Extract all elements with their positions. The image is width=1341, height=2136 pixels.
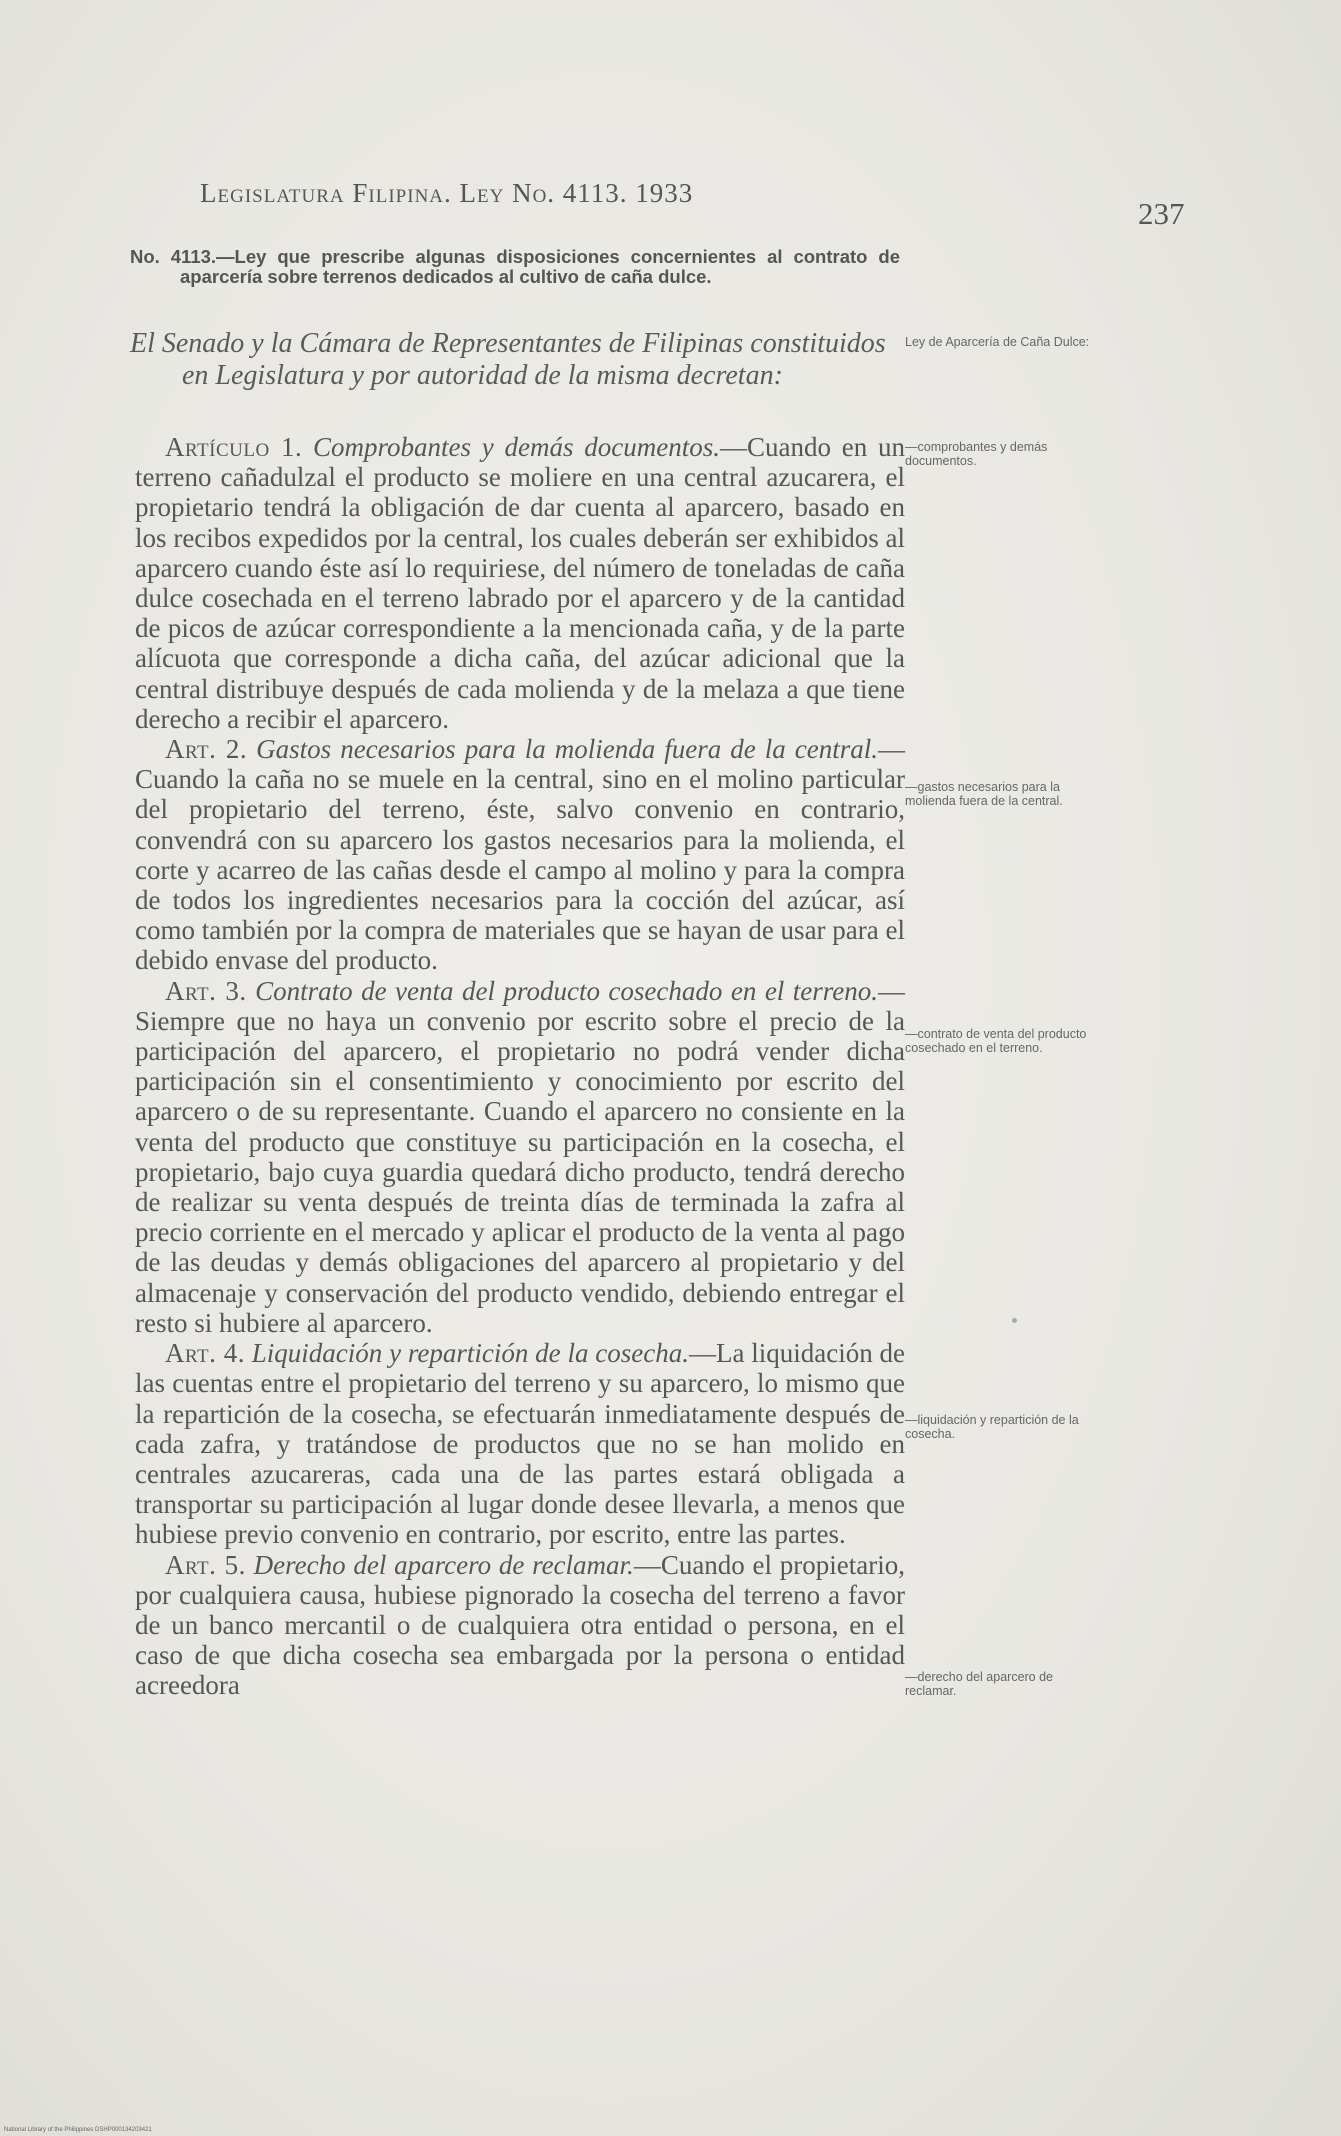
- article-text: —Siempre que no haya un convenio por escrito sobre el precio de la participación del aparcero, el propietario no podrá vender dicha participación sin el consentimiento y conocimiento por escrito del aparcero o de su representante. Cuando el aparcero no consiente en la venta del producto que constituye su participación en la cosecha, el propietario, bajo cuya guardia quedará dicho producto, tendrá derecho de realizar su venta después de treinta días de terminada la zafra al precio corriente en el mercado y aplicar el producto de la venta al pago de las deudas y demás obligaciones del aparcero al propietario y del almacenaje y conservación del producto vendido, debiendo entregar el resto si hubiere al aparcero.: [135, 975, 906, 1338]
- article-4: [135, 1338, 905, 1549]
- page-number: 237: [1138, 196, 1185, 231]
- law-body: [135, 432, 905, 1701]
- law-summary-text: No. 4113.—Ley que prescribe algunas disposiciones concernientes al contrato de aparcería sobre terrenos dedicados al cultivo de caña dulce.: [130, 246, 900, 287]
- article-text: —La liquidación de las cuentas entre el propietario del terreno y su aparcero, lo mismo que la repartición de la cosecha, se efectuarán inmediatamente después de cada zafra, y tratándose de productos que no se han molido en centrales azucareras, cada una de las partes estará obligada a transportar su participación al lugar donde desee llevarla, a menos que hubiese previo convenio en contrario, por escrito, entre las partes.: [135, 1338, 906, 1550]
- article-title: Gastos necesarios para la molienda fuera de la central.: [256, 734, 878, 765]
- article-text: —Cuando el propietario, por cualquiera causa, hubiese pignorado la cosecha del terreno a favor de un banco mercantil o de cualquiera otra entidad o persona, en el caso de que dicha cosecha sea embargada por la persona o entidad acreedora: [135, 1549, 905, 1701]
- article-title: Liquidación y repartición de la cosecha.: [251, 1338, 689, 1369]
- article-title: Comprobantes y demás documentos.: [312, 432, 720, 462]
- marginal-note-article-1: —comprobantes y demás documentos.: [905, 440, 1048, 468]
- paper-speck: [1012, 1318, 1017, 1323]
- article-title: Contrato de venta del producto cosechado en el terreno.: [255, 975, 879, 1006]
- article-text: —Cuando la caña no se muele en la central, sino en el molino particular del propietario del terreno, éste, salvo convenio en contrario, convendrá con su aparcero los gastos necesarios para la molienda, el corte y acarreo de las cañas desde el campo al molino y para la compra de todos los ingredientes necesarios para la cocción del azúcar, así como también por la compra de materiales que se hayan de usar para el debido envase del producto.: [135, 734, 905, 976]
- scan-footer: National Library of the Philippines DSHP000134203421: [4, 2127, 152, 2133]
- article-2: [135, 734, 905, 976]
- article-number: Art. 2.: [165, 734, 248, 765]
- article-number: Artículo 1.: [165, 432, 303, 462]
- article-5: [135, 1550, 905, 1701]
- enacting-clause-text: El Senado y la Cámara de Representantes de Filipinas constituidos en Legislatura y por autoridad de la misma decretan:: [130, 328, 886, 391]
- article-1: [135, 432, 905, 734]
- law-summary: [130, 247, 900, 287]
- article-number: Art. 5.: [165, 1549, 246, 1580]
- running-head: Legislatura Filipina. Ley No. 4113. 1933: [200, 178, 694, 208]
- article-number: Art. 3.: [165, 975, 247, 1006]
- marginal-note-article-5: —derecho del aparcero de reclamar.: [905, 1670, 1054, 1698]
- marginal-note-article-3: —contrato de venta del producto cosechado en el terreno.: [905, 1027, 1087, 1055]
- enacting-clause: [130, 328, 900, 392]
- marginal-note-article-2: —gastos necesarios para la molienda fuera de la central.: [905, 780, 1063, 808]
- article-text: —Cuando en un terreno cañadulzal el producto se moliere en una central azucarera, el propietario tendrá la obligación de dar cuenta al aparcero, basado en los recibos expedidos por la central, los cuales deberán ser exhibidos al aparcero cuando éste así lo requiriese, del número de toneladas de caña dulce cosechada en el terreno labrado por el aparcero y de la cantidad de picos de azúcar correspondiente a la mencionada caña, y de la parte alícuota que corresponde a dicha caña, del azúcar adicional que la central distribuye después de cada molienda y de la melaza a que tiene derecho a recibir el aparcero.: [135, 432, 905, 734]
- marginal-note-article-4: —liquidación y repartición de la cosecha.: [905, 1413, 1079, 1441]
- article-number: Art. 4.: [165, 1338, 245, 1369]
- marginal-note-law-title: Ley de Aparcería de Caña Dulce:: [905, 335, 1090, 349]
- article-3: [135, 976, 905, 1338]
- article-title: Derecho del aparcero de reclamar.: [253, 1549, 634, 1580]
